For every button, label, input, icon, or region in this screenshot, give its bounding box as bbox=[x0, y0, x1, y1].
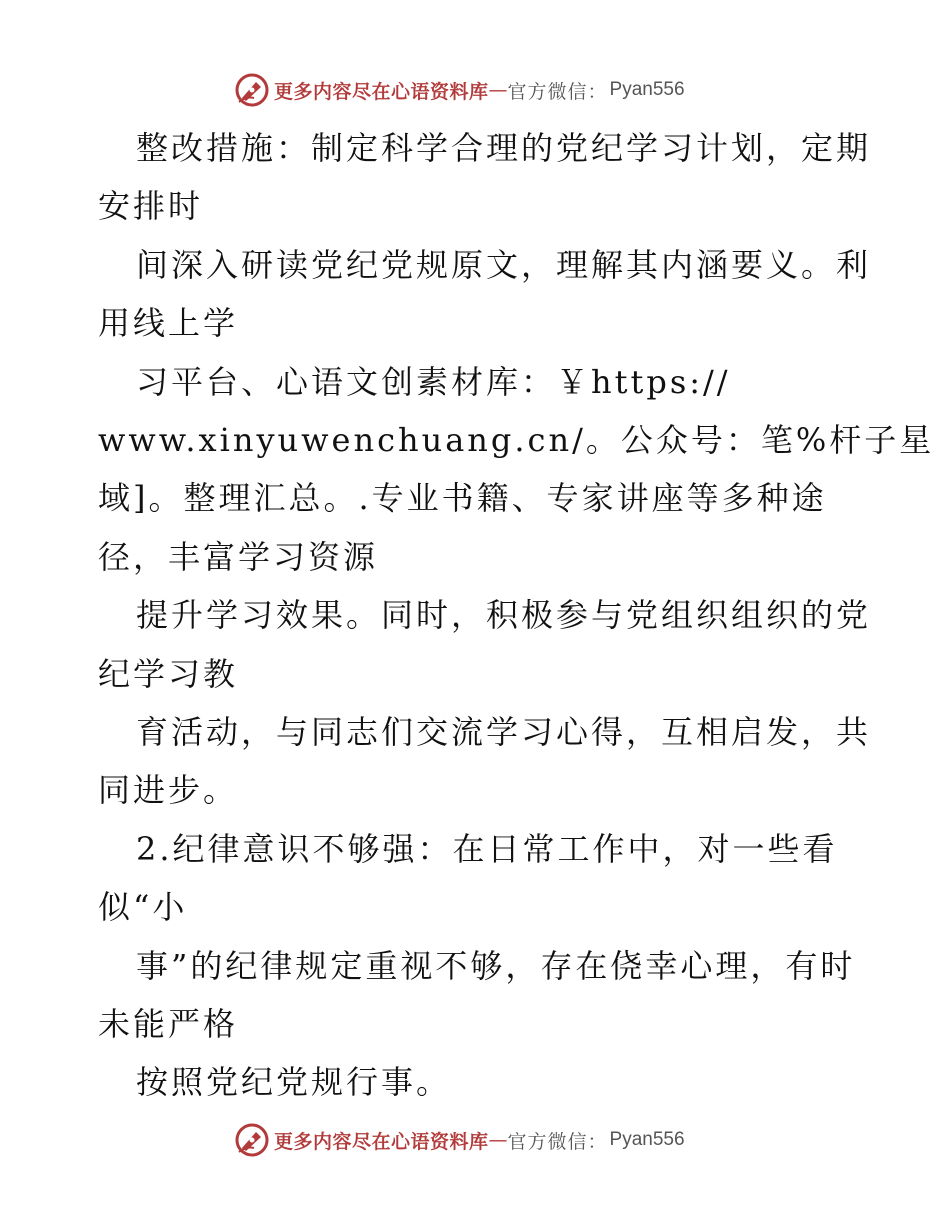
watermark-id: Pyan556 bbox=[609, 79, 685, 100]
text-line: 径，丰富学习资源 bbox=[98, 537, 379, 576]
watermark-dash: — bbox=[488, 79, 508, 101]
watermark-id: Pyan556 bbox=[609, 1129, 685, 1150]
text-line: 安排时 bbox=[98, 187, 204, 226]
pen-nib-logo-icon bbox=[234, 72, 270, 108]
pen-nib-logo-icon bbox=[234, 1122, 270, 1158]
watermark-main-text: 更多内容尽在心语资料库 bbox=[274, 1130, 489, 1153]
text-line: 间深入研读党纪党规原文，理解其内涵要义。利 bbox=[136, 245, 872, 284]
watermark-dash: — bbox=[488, 1129, 508, 1151]
text-line: 未能严格 bbox=[98, 1005, 239, 1043]
footer-watermark bbox=[234, 1120, 685, 1160]
text-line: 整改措施：制定科学合理的党纪学习计划，定期 bbox=[136, 129, 872, 167]
text-line: 提升学习效果。同时，积极参与党组织组织的党 bbox=[136, 596, 872, 635]
text-line: 事”的纪律规定重视不够，存在侥幸心理，有时 bbox=[136, 946, 856, 985]
text-line: 按照党纪党规行事。 bbox=[136, 1063, 452, 1102]
text-line: 用线上学 bbox=[98, 304, 239, 343]
text-line: 2.纪律意识不够强：在日常工作中，对一些看 bbox=[136, 829, 838, 868]
text-line: 习平台、心语文创素材库：￥https:// bbox=[136, 362, 731, 401]
text-line: 同进步。 bbox=[98, 771, 239, 810]
watermark-label: 官方微信： bbox=[507, 1130, 608, 1153]
header-watermark bbox=[234, 70, 685, 110]
watermark-main-text: 更多内容尽在心语资料库 bbox=[274, 80, 489, 103]
text-line: www.xinyuwenchuang.cn/。公众号：笔%杆子星 bbox=[98, 421, 935, 459]
text-line: 育活动，与同志们交流学习心得，互相启发，共 bbox=[136, 713, 872, 751]
text-line: 域]。整理汇总。.专业书籍、专家讲座等多种途 bbox=[98, 479, 827, 518]
text-line: 似“小 bbox=[98, 888, 188, 927]
text-line: 纪学习教 bbox=[98, 654, 239, 693]
watermark-label: 官方微信： bbox=[507, 80, 608, 103]
